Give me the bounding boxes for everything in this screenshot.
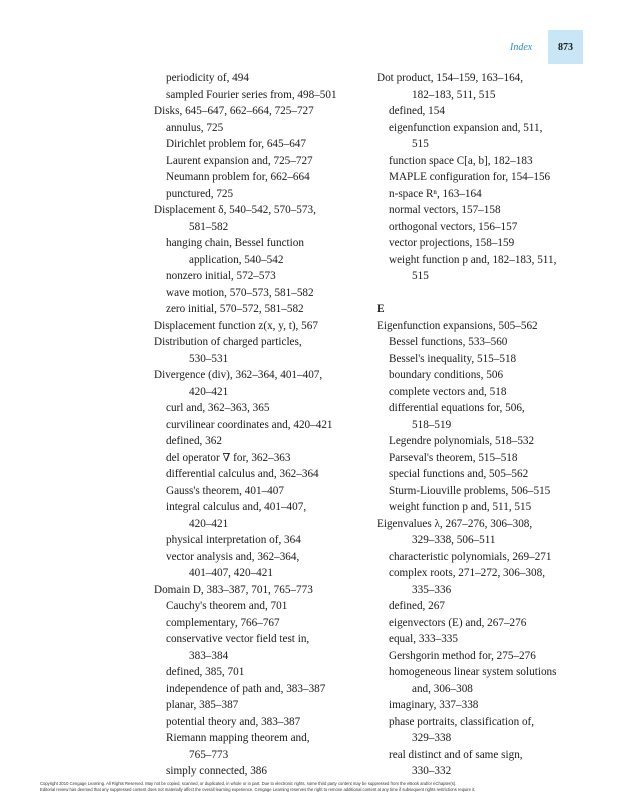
index-subentry: planar, 385–387 [166, 699, 239, 711]
index-subentry: defined, 154 [389, 105, 445, 117]
index-subentry: homogeneous linear system solutions [389, 666, 557, 678]
index-subentry: integral calculus and, 401–407, [166, 501, 307, 513]
index-entry: Dot product, 154–159, 163–164, [377, 72, 524, 84]
index-subentry: differential equations for, 506, [389, 402, 525, 414]
section-spacer [377, 285, 582, 302]
index-subentry: Gauss's theorem, 401–407 [166, 484, 284, 497]
copyright-line-2: Editorial review has deemed that any suppressed content does not materially affect the overall learning experience. Cengage Learning reserves the right to remove additional content at any time if subsequent rights restrictions require it. [40, 787, 476, 792]
index-continuation: 420–421 [189, 517, 229, 530]
index-subentry: eigenvectors (E) and, 267–276 [389, 616, 527, 629]
index-subentry: Gershgorin method for, 275–276 [389, 649, 536, 662]
index-entry: Eigenfunction expansions, 505–562 [377, 319, 538, 332]
index-subentry: weight function p and, 511, 515 [389, 501, 532, 513]
index-subentry: zero initial, 570–572, 581–582 [166, 303, 304, 315]
index-entry: Divergence (div), 362–364, 401–407, [154, 369, 323, 381]
index-subentry: MAPLE configuration for, 154–156 [389, 171, 551, 183]
index-subentry: Parseval's theorem, 515–518 [389, 451, 518, 464]
index-subentry: Legendre polynomials, 518–532 [389, 435, 535, 447]
index-subentry: Neumann problem for, 662–664 [166, 171, 310, 183]
index-subentry: potential theory and, 383–387 [166, 715, 301, 728]
page-number-box [548, 30, 583, 64]
index-continuation: 401–407, 420–421 [189, 567, 273, 579]
index-subentry: nonzero initial, 572–573 [166, 270, 276, 282]
index-subentry: Dirichlet problem for, 645–647 [166, 138, 306, 150]
index-entry: Disks, 645–647, 662–664, 725–727 [154, 105, 314, 117]
index-entry: Displacement function z(x, y, t), 567 [154, 319, 318, 332]
index-subentry: special functions and, 505–562 [389, 468, 529, 480]
index-subentry: vector projections, 158–159 [389, 237, 515, 249]
index-subentry: Bessel functions, 533–560 [389, 336, 508, 348]
index-continuation: 330–332 [412, 765, 452, 777]
index-subentry: defined, 385, 701 [166, 666, 245, 678]
index-subentry: Cauchy's theorem and, 701 [166, 600, 288, 612]
index-subentry: normal vectors, 157–158 [389, 204, 501, 216]
index-subentry: complex roots, 271–272, 306–308, [389, 567, 545, 579]
index-subentry: boundary conditions, 506 [389, 369, 504, 381]
index-subentry: conservative vector field test in, [166, 633, 310, 645]
index-subentry: characteristic polynomials, 269–271 [389, 550, 552, 563]
index-continuation: 518–519 [412, 418, 452, 431]
index-subentry: phase portraits, classification of, [389, 715, 535, 728]
index-subentry: differential calculus and, 362–364 [166, 468, 319, 480]
index-subentry: weight function p and, 182–183, 511, [389, 253, 557, 266]
index-subentry: function space C[a, b], 182–183 [389, 154, 533, 167]
index-subentry: annulus, 725 [166, 121, 224, 134]
index-entry: Displacement δ, 540–542, 570–573, [154, 204, 316, 216]
index-continuation: 515 [412, 138, 429, 150]
index-column-right [377, 70, 582, 780]
index-continuation: 530–531 [189, 352, 229, 365]
copyright-line-1: Copyright 2010 Cengage Learning. All Rights Reserved. May not be copied, scanned, or duplicated, in whole or in part. Due to electronic rights, some third party content may be suppressed from the eBook and/or eChapter(s). [40, 781, 457, 786]
page-number: 873 [558, 41, 573, 53]
index-subentry: periodicity of, 494 [166, 72, 249, 84]
running-header-section: Index [510, 42, 533, 53]
index-subentry: complementary, 766–767 [166, 616, 280, 629]
index-subentry: Bessel's inequality, 515–518 [389, 352, 517, 365]
index-continuation: and, 306–308 [412, 682, 473, 695]
index-subentry: sampled Fourier series from, 498–501 [166, 88, 337, 101]
index-subentry: complete vectors and, 518 [389, 385, 507, 398]
index-entry: Eigenvalues λ, 267–276, 306–308, [377, 517, 533, 530]
index-continuation: 329–338 [412, 732, 452, 744]
index-continuation: 420–421 [189, 385, 229, 398]
index-continuation: 383–384 [189, 649, 229, 662]
index-column-left [154, 70, 374, 780]
index-continuation: 765–773 [189, 748, 229, 761]
index-subentry: imaginary, 337–338 [389, 699, 479, 711]
index-subentry: Riemann mapping theorem and, [166, 732, 310, 744]
index-subentry: Laurent expansion and, 725–727 [166, 154, 313, 167]
index-subentry: defined, 362 [166, 435, 222, 447]
index-subentry: defined, 267 [389, 600, 445, 612]
index-continuation: application, 540–542 [189, 253, 284, 266]
index-subentry: eigenfunction expansion and, 511, [389, 121, 543, 134]
index-subentry: punctured, 725 [166, 187, 234, 200]
index-continuation: 329–338, 506–511 [412, 534, 496, 546]
index-continuation: 581–582 [189, 220, 229, 233]
index-subentry: vector analysis and, 362–364, [166, 550, 300, 563]
index-subentry: orthogonal vectors, 156–157 [389, 220, 518, 233]
index-subentry: simply connected, 386 [166, 765, 267, 777]
index-entry: Domain D, 383–387, 701, 765–773 [154, 583, 313, 596]
index-entry: Distribution of charged particles, [154, 336, 302, 348]
index-subentry: curvilinear coordinates and, 420–421 [166, 418, 333, 431]
index-subentry: n-space Rⁿ, 163–164 [389, 187, 482, 200]
index-continuation: 182–183, 511, 515 [412, 88, 496, 101]
index-subentry: Sturm-Liouville problems, 506–515 [389, 484, 551, 497]
section-letter-heading: E [377, 303, 385, 315]
index-subentry: hanging chain, Bessel function [166, 237, 304, 249]
index-subentry: wave motion, 570–573, 581–582 [166, 286, 314, 299]
index-subentry: del operator ∇ for, 362–363 [166, 451, 291, 464]
copyright-notice [40, 781, 585, 793]
index-subentry: independence of path and, 383–387 [166, 682, 326, 695]
index-subentry: real distinct and of same sign, [389, 748, 523, 761]
index-subentry: physical interpretation of, 364 [166, 534, 301, 546]
index-continuation: 335–336 [412, 583, 452, 596]
index-continuation: 515 [412, 270, 429, 282]
index-subentry: curl and, 362–363, 365 [166, 402, 270, 414]
index-subentry: equal, 333–335 [389, 633, 458, 645]
